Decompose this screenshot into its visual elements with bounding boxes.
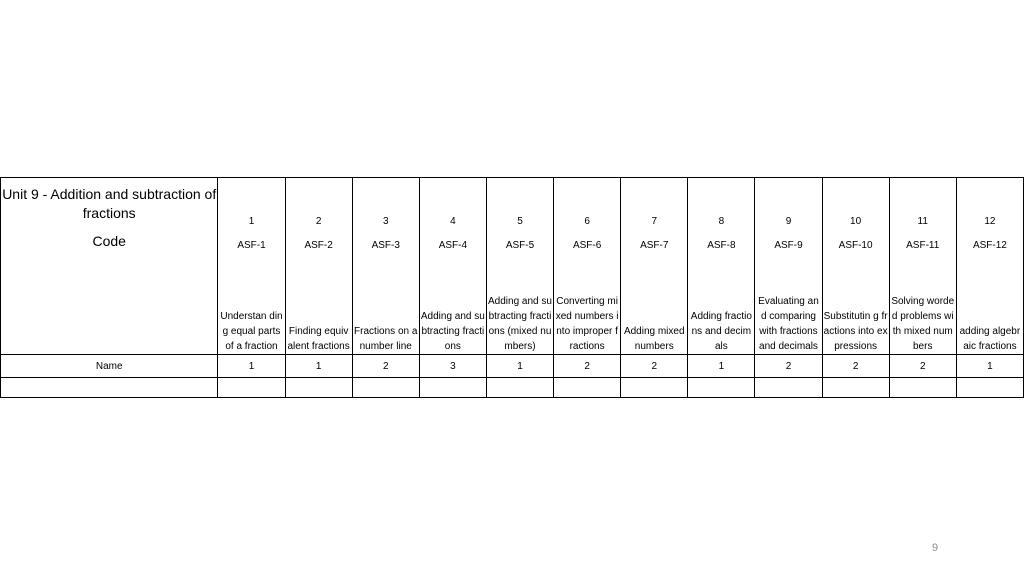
objective-score: 2 (352, 355, 419, 378)
objective-name: Understan ding equal parts of a fraction (220, 311, 283, 352)
blank-cell (755, 378, 822, 398)
objective-code-row (1, 230, 1024, 255)
objective-score: 1 (218, 355, 285, 378)
blank-cell (956, 378, 1023, 398)
objective-score: 1 (688, 355, 755, 378)
objective-name-cell (352, 255, 419, 355)
objective-score: 1 (486, 355, 553, 378)
blank-cell (1, 378, 218, 398)
objective-name: Adding mixed numbers (623, 326, 685, 352)
objective-name-cell (419, 255, 486, 355)
objective-name: Converting mixed numbers into improper fractions (555, 296, 619, 352)
objective-name-cell (554, 255, 621, 355)
objective-name-cell (285, 255, 352, 355)
objective-number: 4 (419, 178, 486, 230)
objective-number: 6 (554, 178, 621, 230)
objective-name-cell (956, 255, 1023, 355)
objective-number: 11 (889, 178, 956, 230)
objective-score: 1 (956, 355, 1023, 378)
blank-cell (285, 378, 352, 398)
objective-number: 12 (956, 178, 1023, 230)
objective-score: 2 (621, 355, 688, 378)
objective-number: 5 (486, 178, 553, 230)
blank-cell (554, 378, 621, 398)
objective-code: ASF-9 (755, 230, 822, 255)
objective-code: ASF-12 (956, 230, 1023, 255)
objective-name: Adding fractions and decimals (690, 311, 752, 352)
objectives-table (0, 177, 1024, 398)
objective-name-cell (688, 255, 755, 355)
objective-score: 2 (755, 355, 822, 378)
name-label-cell: Name (1, 355, 218, 378)
objective-name-cell (486, 255, 553, 355)
objective-name: Finding equivalent fractions (287, 326, 350, 352)
objective-name: Adding and subtracting fractions (mixed numbers) (488, 296, 552, 352)
objective-name-cell (621, 255, 688, 355)
objective-name: Evaluating and comparing with fractions and decimals (758, 296, 819, 352)
objective-score: 3 (419, 355, 486, 378)
objective-code: ASF-3 (352, 230, 419, 255)
objective-code: ASF-10 (822, 230, 889, 255)
objective-name-cell (889, 255, 956, 355)
blank-cell (419, 378, 486, 398)
code-label-cell: Code (1, 230, 218, 255)
name-spacer-cell (1, 255, 218, 355)
objective-name-cell (218, 255, 285, 355)
objective-score: 2 (822, 355, 889, 378)
objective-number-row (1, 178, 1024, 230)
blank-cell (621, 378, 688, 398)
objective-code: ASF-5 (486, 230, 553, 255)
objective-name-row (1, 255, 1024, 355)
blank-cell (822, 378, 889, 398)
objective-number: 8 (688, 178, 755, 230)
blank-cell (486, 378, 553, 398)
objective-number: 10 (822, 178, 889, 230)
objective-score: 1 (285, 355, 352, 378)
objective-score: 2 (889, 355, 956, 378)
objective-number: 1 (218, 178, 285, 230)
objective-number: 7 (621, 178, 688, 230)
blank-cell (688, 378, 755, 398)
objective-number: 3 (352, 178, 419, 230)
objective-code: ASF-4 (419, 230, 486, 255)
objective-name-cell (822, 255, 889, 355)
objective-code: ASF-8 (688, 230, 755, 255)
objective-name: Substitutin g fractions into expressions (823, 311, 888, 352)
objective-number: 9 (755, 178, 822, 230)
objective-number: 2 (285, 178, 352, 230)
unit-title-cell: Unit 9 - Addition and subtraction of fractions (1, 178, 218, 230)
score-row (1, 355, 1024, 378)
page-number: 9 (932, 542, 939, 554)
blank-cell (218, 378, 285, 398)
objective-code: ASF-7 (621, 230, 688, 255)
objective-name: adding algebraic fractions (959, 326, 1021, 352)
blank-cell (889, 378, 956, 398)
objective-name: Adding and subtracting fractions (420, 311, 485, 352)
objective-name: Fractions on a number line (354, 326, 418, 352)
blank-row (1, 378, 1024, 398)
objective-name: Solving worded problems with mixed numbers (891, 296, 955, 352)
objective-code: ASF-1 (218, 230, 285, 255)
objective-code: ASF-6 (554, 230, 621, 255)
objective-name-cell (755, 255, 822, 355)
objective-score: 2 (554, 355, 621, 378)
blank-cell (352, 378, 419, 398)
objective-code: ASF-2 (285, 230, 352, 255)
objective-code: ASF-11 (889, 230, 956, 255)
